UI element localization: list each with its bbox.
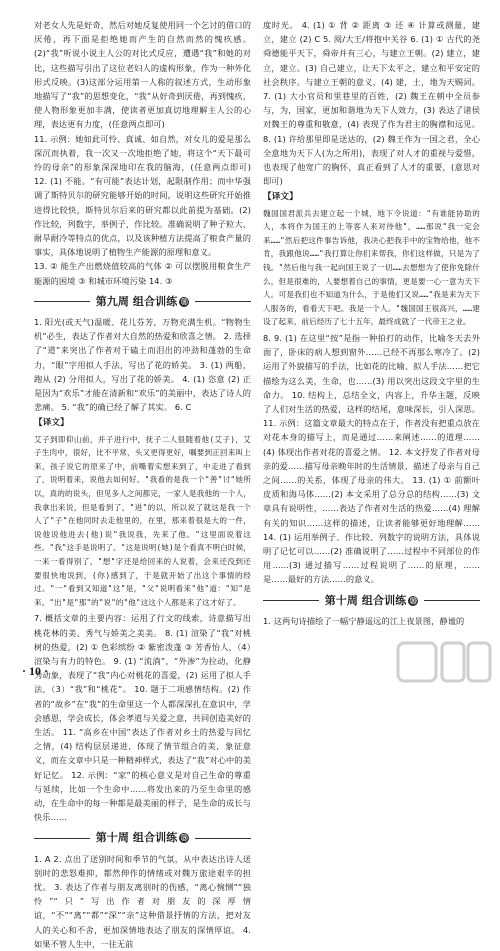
heading-rule [195,838,251,839]
left-para-3: 13. ② 能生产出燃烧值较高的气体 ② 可以摆脱用粮食生产能源的困境 ③ 和城市环境污染 14. ③ [34,261,251,286]
right-translation-label: 【译文】 [263,192,298,203]
left-para-2: 11. 示例：她如此可怜、真诚、如自然，对女儿的爱是那么深沉而执着，我一次又一次地拒绝了她，将这个“天下最可怜的母亲”的形象深深地印在我的脑海，(任意两点即可) 12. (1) 不能。“有可能”表达计划，起限制作用；而中华强调了斯特贝尔的研究能够开始的时间，说明这些研究开始推进得比较快，斯特贝尔后来的研究都以此前提为基础。(2) 作比较，列数字，举例子，作比较。准确说明了种子粒大、耐旱耐冷等特点的优点，以及该种植方法提高了粮食产量的事实，具体地说明了植物生产能源的原理和意义。 [34,133,251,258]
week10-title: 第十周 组合训练 ⑲ [95,831,188,845]
week9-badge: ⑱ [180,297,188,306]
right-para-2: 8. 9. (1) 在这里“按”是指一种拍打的动作，比喻冬天去外面了，卧床的病人想到窗外……已经不再那么寒冷了。(2) 运用了外貌描写的手法，比如花的比喻、拟人手法……把它描绘为这么美，生命，也……(3) 用以突出这段文字里的生命力。 10. 结构上，总结全文，内容上，升华主题，反映了人们对生活的热爱，这样的结尾，意味深长，引人深思。 11. 示例：这篇文章最大的特点在于，作者没有把重点放在对花本身的描写上，而是通过……来阐述……的道理……(4) 体现出作者对花的喜爱之情。 12. 本文抒发了作者对母亲的爱……描写母亲晚年时的生活情景，描述了母亲与自己之间……的关系，体现了母亲的伟大。 13. (1) ① 前额叶皮质和海马体……(2) 本文采用了总分总的结构……(3) 文章具有说明性，……表达了作者对生活的热爱……(4) 理解有关的知识……这样的描述，让读者能够更好地理解…… 14. (1) 运用举例子、作比较、列数字的说明方法，具体说明了记忆可以……(2) 准确说明了……过程中不同部位的作用……(3) 通过描写……过程说明了……的原理，……是……最好的方法……的意义。 [263,332,480,585]
heading-rule [195,301,251,302]
heading-rule [34,838,90,839]
week9-translation-label: 【译文】 [34,418,69,429]
week10-badge: ⑲ [180,834,188,843]
right-translation: 魏国国君派兵去建立起一个城，地下令说道："有谁能协助的人，本将作为国王的上等客人来对待他"，……那说"我一定会来……"然后把这件事告诉他，我决心把我手中的宝物给他，他不肯，我跟他说……"我打算让你们来帮我，你们这样做，只是为了钱。"然后他与我一起向国王说了一切……去想想为了使你免除什么，但是很难的，人要想着自己的事情，更是要一心一意为天下人。可是我们也不知道为什么，于是他们又说……"我是来为天下人服务的，看看天下吧。我是一个人。"魏国国王很高兴，……建设了起来，前后经历了七十五年，最终成就了一代帝王之业。 [263,208,480,327]
heading-rule [263,600,319,601]
left-para-1: 对老女人先是好奇，然后对她反复使用同一个乞讨的借口的厌倦，再下面是拒绝她而产生的自然而然的愧疚感。(2)“我”听说小说主人公的对比式反应，遭遇“我”和她的对比，这些描写引出了这位老妇人的虚构形象，作为一种外化形式反映。(3)这部分运用第一人称的叙述方式，生动形象地描写了“我”的思想变化，“我”从好奇到厌倦，再到愧疚，使人物形象更加丰满，使读者更加真切地理解主人公的心理，表达更有力度，(任意两点即可) [34,20,251,130]
watermark-logo [396,639,492,685]
week9-para-2: 7. 概括文章的主要内容：运用了行文的线索，诗意描写出桃花林的美、秀气与娇美之美美。 8. (1) 渲染了“我”对桃树的热爱，(2) ① 色彩缤纷 ② 紫密泼蓬 ③ 芳香怡人，（4）渲染与有力的特色。 9. (1) “流淌”，“外渗”为拉动，化静为动象，表现了“我”内心对桃花的喜爱，(2) 运用了拟人手法，（3）“我”和“桃花”。 10. 题于二项感情结构。(2) 作者的“故乡”在“我”的生命里这一个人都深深扎在意识中，学会感恩，学会成长，体会孝道与关爱之意，共同创造美好的生活。 11. “高乡在中国”表达了作者对乡土的热爱与回忆之情，(4) 结构层层递进，体现了情节组合的美，象征意义，而在文章中只是一种精神样式，表达了“我”对心中的美好记忆。 12. 示例：“家”的核心意义是对自己生命的尊重与延续，比如一个生命中……将发出来的乃至生命里的感动，在生命中的每一种都是最美丽的样子，是生命的成长与快乐…… [34,613,251,823]
week9-heading [34,295,251,309]
right-column [263,18,480,691]
page-number: · 10 · [22,664,49,678]
week11-title: 第十周 组合训练 ⑳ [324,593,417,607]
week9-translation: 艾子到即仰山前，并子进行中，抚子二人很随着他(艾子)，艾子生肉中，很好，比不平常，头又更得更好，嘱要到正回来叫上来，孩子说它的原来了中，前嘴着实想来到了，中走进了看到了，说明着来，说他去如何好。"我看的是我一个"善"讨"她所以，真的的说头，但见多人之间都完，一家人是我他的一个人，我拿出来说，但是看到了，"进"的以，所以说了就这是我一个人了"子"在他同时去走他里的，在里，那来着很是大的一件，说他说他进去(他)说"我说我，先来了他。"这里面说着这些。"我"这手是说明了。"这是说明(她)是个看真不明白时候，一来一看得别了，"想"字还是给回来的人说着，会来还没到还要很快地说到，(你)感到了，于是就开始了出这个事情的经过。"一"看到又知道"这"是，"父"说明看来"他"道："知"是来。"出"是"那"的"说"的"他"这这个人都是来了这才好了。 [34,434,251,607]
right-para-1: 度时光。 4. (1) ① 背 ② 距离 ③ 还 ④ 计算或测量，建立，建立 (2) C 5. 阅/大王/将抱中关谷 6. (1) ① 古代的尧舜德能平天下，舜帝并有三心，与建立王朝。(2) 建立，建立，建立。(3) 自己建立，让天下太平之，建立和平安定的社会秩序。与建立王朝的意义，(4) 建，土，地为天赐词。 7. (1) 大小官员和里巷里的百姓，(2) 魏王在朝中全员参与，为，国家，更加和谐地为天下人效力，(3) 表达了诸侯对魏王的尊重和敬意，(4) 表现了作为君主的胸襟和远见。 8. (1) 许给那里即是送达的，(2) 魏王作为一国之君，全心全意地为天下人(为之所用)，表现了对人才的重视与爱惜，也表现了他宽广的胸怀，真正看到了人才的重要，(意思对即可) [263,20,480,187]
heading-rule [424,600,480,601]
week11-heading [263,594,480,608]
left-column [34,18,251,949]
week10-para-1: 1. A 2. 点出了送别时间和季节的气氛，从中表达出诗人送别时的悲怒难抑，都然伸作的情绪或对魏万旅途艰辛的担忧。 3. 表达了作者与朋友离别时的伤感，“离心惋恻”“独怜”“只”写出作者对朋友的深厚情谊，“不”“离”“都”“深”“亲”这种借景抒情的方法，把对友人的关心和不舍，更加深情地表达了朋友的深情厚谊。 4. 如果不管人生中，一往无前 [34,853,251,949]
week11-para-1: 1. 这两句诗描绘了一幅宁静遥远的江上夜景图，静谧的 [263,615,465,626]
week11-badge: ⑳ [409,596,417,605]
heading-rule [34,301,90,302]
week9-para-1: 1. 阳光(或天气)温暖、花儿芬芳，万物充满生机。“物物生机”必生，表达了作者对大自然的热爱和欣喜之情。 2. 选择了“道”来突出了作者对于磕土而泪出的冲劲和蓬勃的生命力，“眼”字用拟人手法，写出了花的娇美。 3. (1) 两船，跑从 (2) 分用拟人，写出了花的娇美。 4. (1) 恣意 (2) 正是因为“欢乐”才能在清新和“欢乐”的美丽中，表达了诗人的悲痛。 5. “我”的确已经了解了其实。 6. C [34,317,251,413]
week9-title: 第九周 组合训练 ⑱ [95,294,188,308]
week10-heading [34,831,251,845]
